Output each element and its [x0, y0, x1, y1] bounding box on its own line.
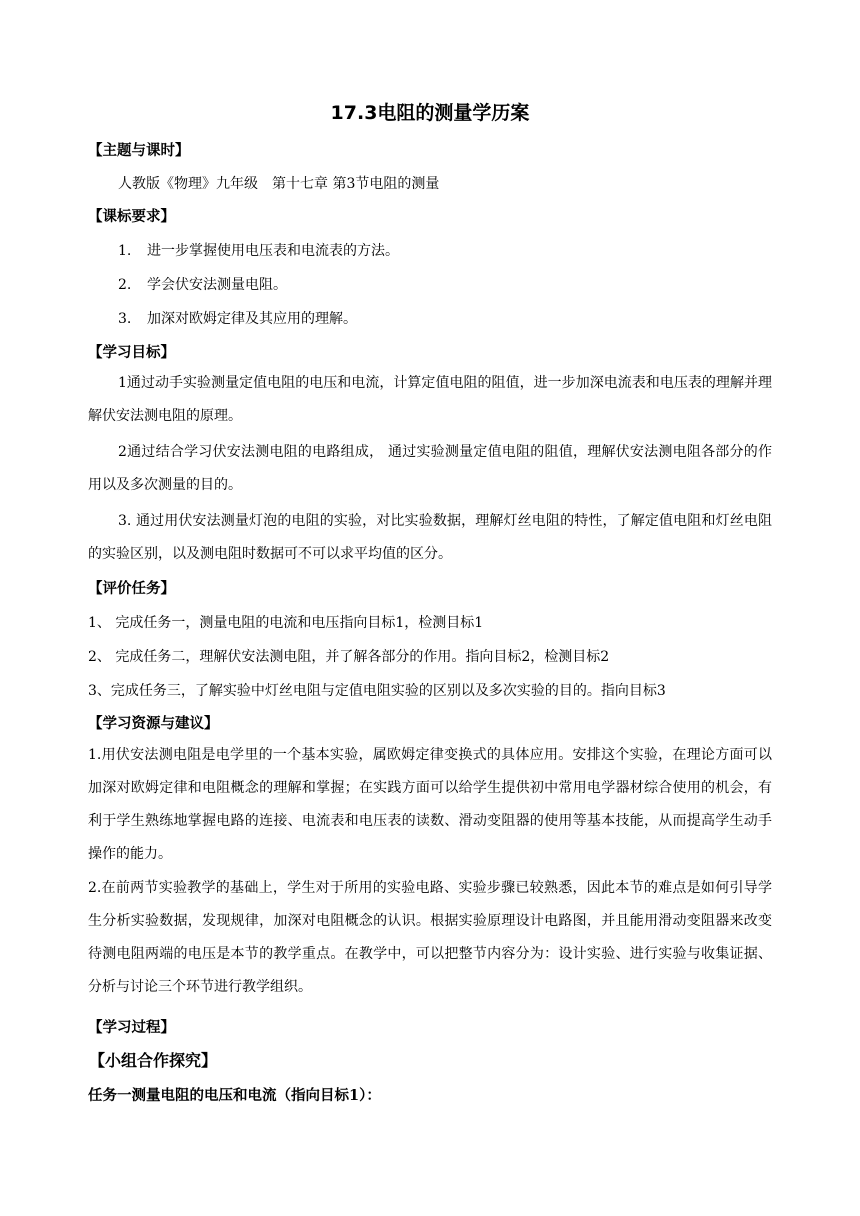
- resources-heading: 【学习资源与建议】: [88, 715, 219, 732]
- standards-item-3-number: 3.: [118, 311, 132, 327]
- goal-paragraph-1: 1通过动手实验测量定值电阻的电压和电流，计算定值电阻的阻值，进一步加深电流表和电压表的理解并理解伏安法测电阻的原理。: [88, 375, 772, 424]
- goals-heading: 【学习目标】: [88, 344, 175, 361]
- standards-heading: 【课标要求】: [88, 208, 175, 225]
- group-heading: 【小组合作探究】: [89, 1051, 218, 1070]
- topic-heading: 【主题与课时】: [88, 142, 190, 159]
- resources-paragraph-1: 1.用伏安法测电阻是电学里的一个基本实验，属欧姆定律变换式的具体应用。安排这个实验，在理论方面可以加深对欧姆定律和电阻概念的理解和掌握；在实践方面可以给学生提供初中常用电学器材综合使用的机会，有利于学生熟练地掌握电路的连接、电流表和电压表的读数、滑动变阻器的使用等基本技能，从而提高学生动手操作的能力。: [88, 747, 772, 862]
- resources-paragraph-2: 2.在前两节实验教学的基础上，学生对于所用的实验电路、实验步骤已较熟悉，因此本节的难点是如何引导学生分析实验数据，发现规律，加深对电阻概念的认识。根据实验原理设计电路图，并且能用滑动变阻器来改变待测电阻两端的电压是本节的教学重点。在教学中，可以把整节内容分为：设计实验、进行实验与收集证据、分析与讨论三个环节进行教学组织。: [88, 880, 772, 995]
- evaluation-item-1: 1、 完成任务一，测量电阻的电流和电压指向目标1，检测目标1: [88, 615, 484, 631]
- standards-item-2-number: 2.: [118, 277, 132, 293]
- evaluation-item-3: 3、完成任务三，了解实验中灯丝电阻与定值电阻实验的区别以及多次实验的目的。指向目标3: [88, 683, 666, 699]
- evaluation-item-2: 2、 完成任务二，理解伏安法测电阻，并了解各部分的作用。指向目标2，检测目标2: [88, 649, 610, 665]
- standards-item-2-text: 学会伏安法测量电阻。: [147, 277, 287, 293]
- topic-line: 人教版《物理》九年级 第十七章 第3节电阻的测量: [118, 176, 440, 192]
- task-1-title: 任务一测量电阻的电压和电流（指向目标1）：: [88, 1087, 381, 1104]
- process-heading: 【学习过程】: [88, 1019, 175, 1036]
- evaluation-heading: 【评价任务】: [88, 580, 175, 597]
- standards-item-1-text: 进一步掌握使用电压表和电流表的方法。: [147, 243, 399, 259]
- standards-item-3-text: 加深对欧姆定律及其应用的理解。: [147, 311, 357, 327]
- page-title: 17.3电阻的测量学历案: [330, 102, 530, 124]
- goal-paragraph-3: 3. 通过用伏安法测量灯泡的电阻的实验，对比实验数据，理解灯丝电阻的特性，了解定值电阻和灯丝电阻的实验区别，以及测电阻时数据可不可以求平均值的区分。: [88, 513, 772, 562]
- standards-item-1-number: 1.: [118, 243, 132, 259]
- goal-paragraph-2: 2通过结合学习伏安法测电阻的电路组成， 通过实验测量定值电阻的阻值，理解伏安法测电阻各部分的作用以及多次测量的目的。: [88, 444, 772, 493]
